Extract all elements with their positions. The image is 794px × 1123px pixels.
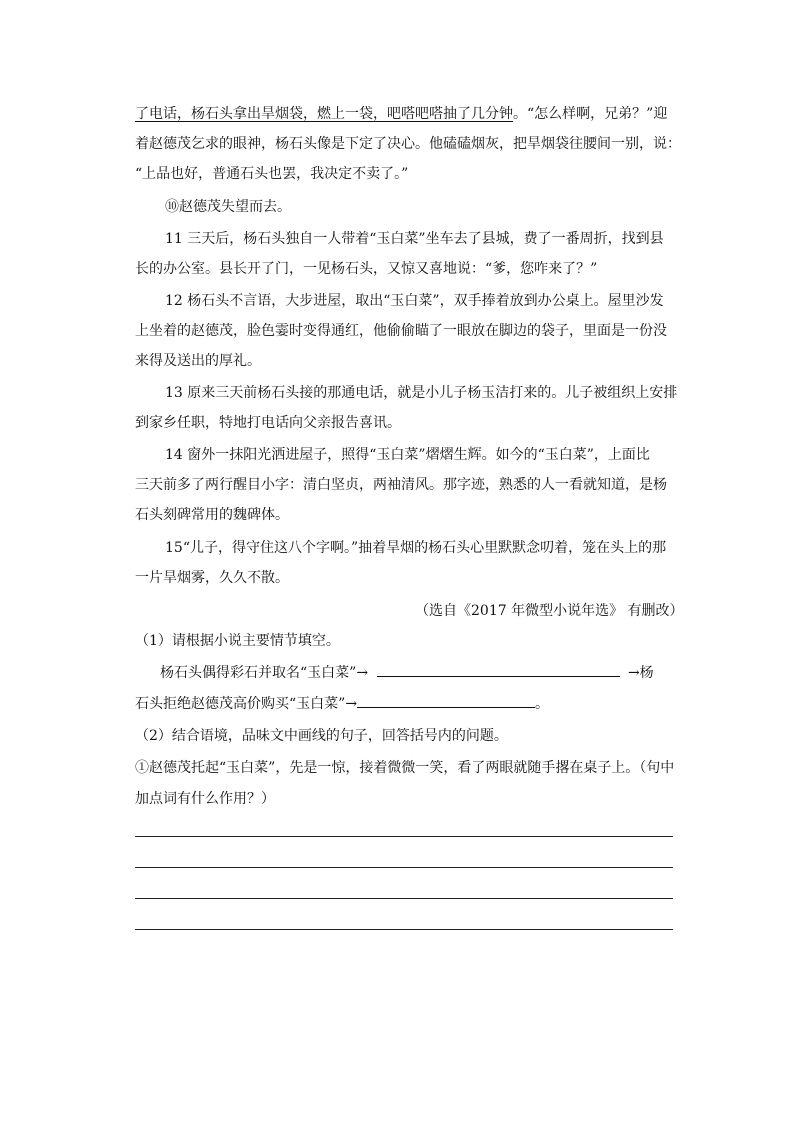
paragraph-text: 。“怎么样啊，兄弟？”迎 — [513, 106, 668, 122]
paragraph-9-line-2: 着赵德茂乞求的眼神，杨石头像是下定了决心。他磕磕烟灰，把旱烟袋往腰间一别，说： — [135, 136, 681, 152]
underlined-sentence: 了电话，杨石头拿出旱烟袋，燃上一袋，吧嗒吧嗒抽了几分钟 — [135, 106, 513, 122]
question-1-line-1 — [160, 662, 705, 683]
question-1-prompt: （1）请根据小说主要情节填空。 — [135, 633, 340, 649]
paragraph-10: ⑩赵德茂失望而去。 — [165, 199, 291, 215]
paragraph-12-line-2: 上坐着的赵德茂，脸色霎时变得通红，他偷偷瞄了一眼放在脚边的袋子，里面是一份没 — [135, 323, 667, 339]
question-1-text-b: →杨 — [627, 665, 654, 681]
paragraph-12-line-3: 来得及送出的厚礼。 — [135, 353, 261, 369]
answer-line-4[interactable] — [135, 929, 673, 930]
answer-line-3[interactable] — [135, 898, 673, 899]
answer-blank-1[interactable] — [377, 662, 620, 677]
paragraph-11-line-1: 11 三天后，杨石头独自一人带着“玉白菜”坐车去了县城，费了一番周折，找到县 — [165, 231, 664, 247]
question-2-sub-1-line-2: 加点词有什么作用？） — [135, 791, 275, 807]
paragraph-14-line-1: 14 窗外一抹阳光洒进屋子，照得“玉白菜”熠熠生辉。如今的“玉白菜”，上面比 — [165, 447, 650, 463]
question-1-text-d: 。 — [535, 696, 550, 712]
question-1-line-2 — [135, 693, 680, 714]
question-1-text-c: 石头拒绝赵德茂高价购买“玉白菜”→ — [135, 696, 358, 712]
answer-line-1[interactable] — [135, 836, 673, 837]
paragraph-14-line-3: 石头刻碑常用的魏碑体。 — [135, 507, 289, 523]
paragraph-13-line-2: 到家乡任职，特地打电话向父亲报告喜讯。 — [135, 415, 401, 431]
question-1-text-a: 杨石头偶得彩石并取名“玉白菜”→ — [160, 665, 369, 681]
paragraph-15-line-2: 一片旱烟雾，久久不散。 — [135, 570, 289, 586]
answer-blank-2[interactable] — [357, 693, 535, 708]
paragraph-9-line-3: “上品也好，普通石头也罢，我决定不卖了。” — [135, 166, 409, 182]
paragraph-12-line-1: 12 杨石头不言语，大步进屋，取出“玉白菜”，双手捧着放到办公桌上。屋里沙发 — [165, 293, 664, 309]
answer-line-2[interactable] — [135, 867, 673, 868]
paragraph-14-line-2: 三天前多了两行醒目小字：清白坚贞，两袖清风。那字迹，熟悉的人一看就知道，是杨 — [135, 477, 667, 493]
paragraph-13-line-1: 13 原来三天前杨石头接的那通电话，就是小儿子杨玉洁打来的。儿子被组织上安排 — [165, 385, 678, 401]
question-2-sub-1-line-1: ①赵德茂托起“玉白菜”，先是一惊，接着微微一笑，看了两眼就随手撂在桌子上。（句中 — [135, 760, 675, 776]
paragraph-9-line-1 — [135, 104, 680, 124]
paragraph-15-line-1: 15“儿子，得守住这八个字啊。”抽着旱烟的杨石头心里默默念叨着，笼在头上的那 — [165, 540, 667, 556]
question-2-prompt: （2）结合语境，品味文中画线的句子，回答括号内的问题。 — [135, 728, 508, 744]
paragraph-11-line-2: 长的办公室。县长开了门，一见杨石头，又惊又喜地说：“爹，您咋来了？” — [135, 261, 598, 277]
source-citation: （选自《2017 年微型小说年选》 有删改） — [415, 603, 684, 619]
